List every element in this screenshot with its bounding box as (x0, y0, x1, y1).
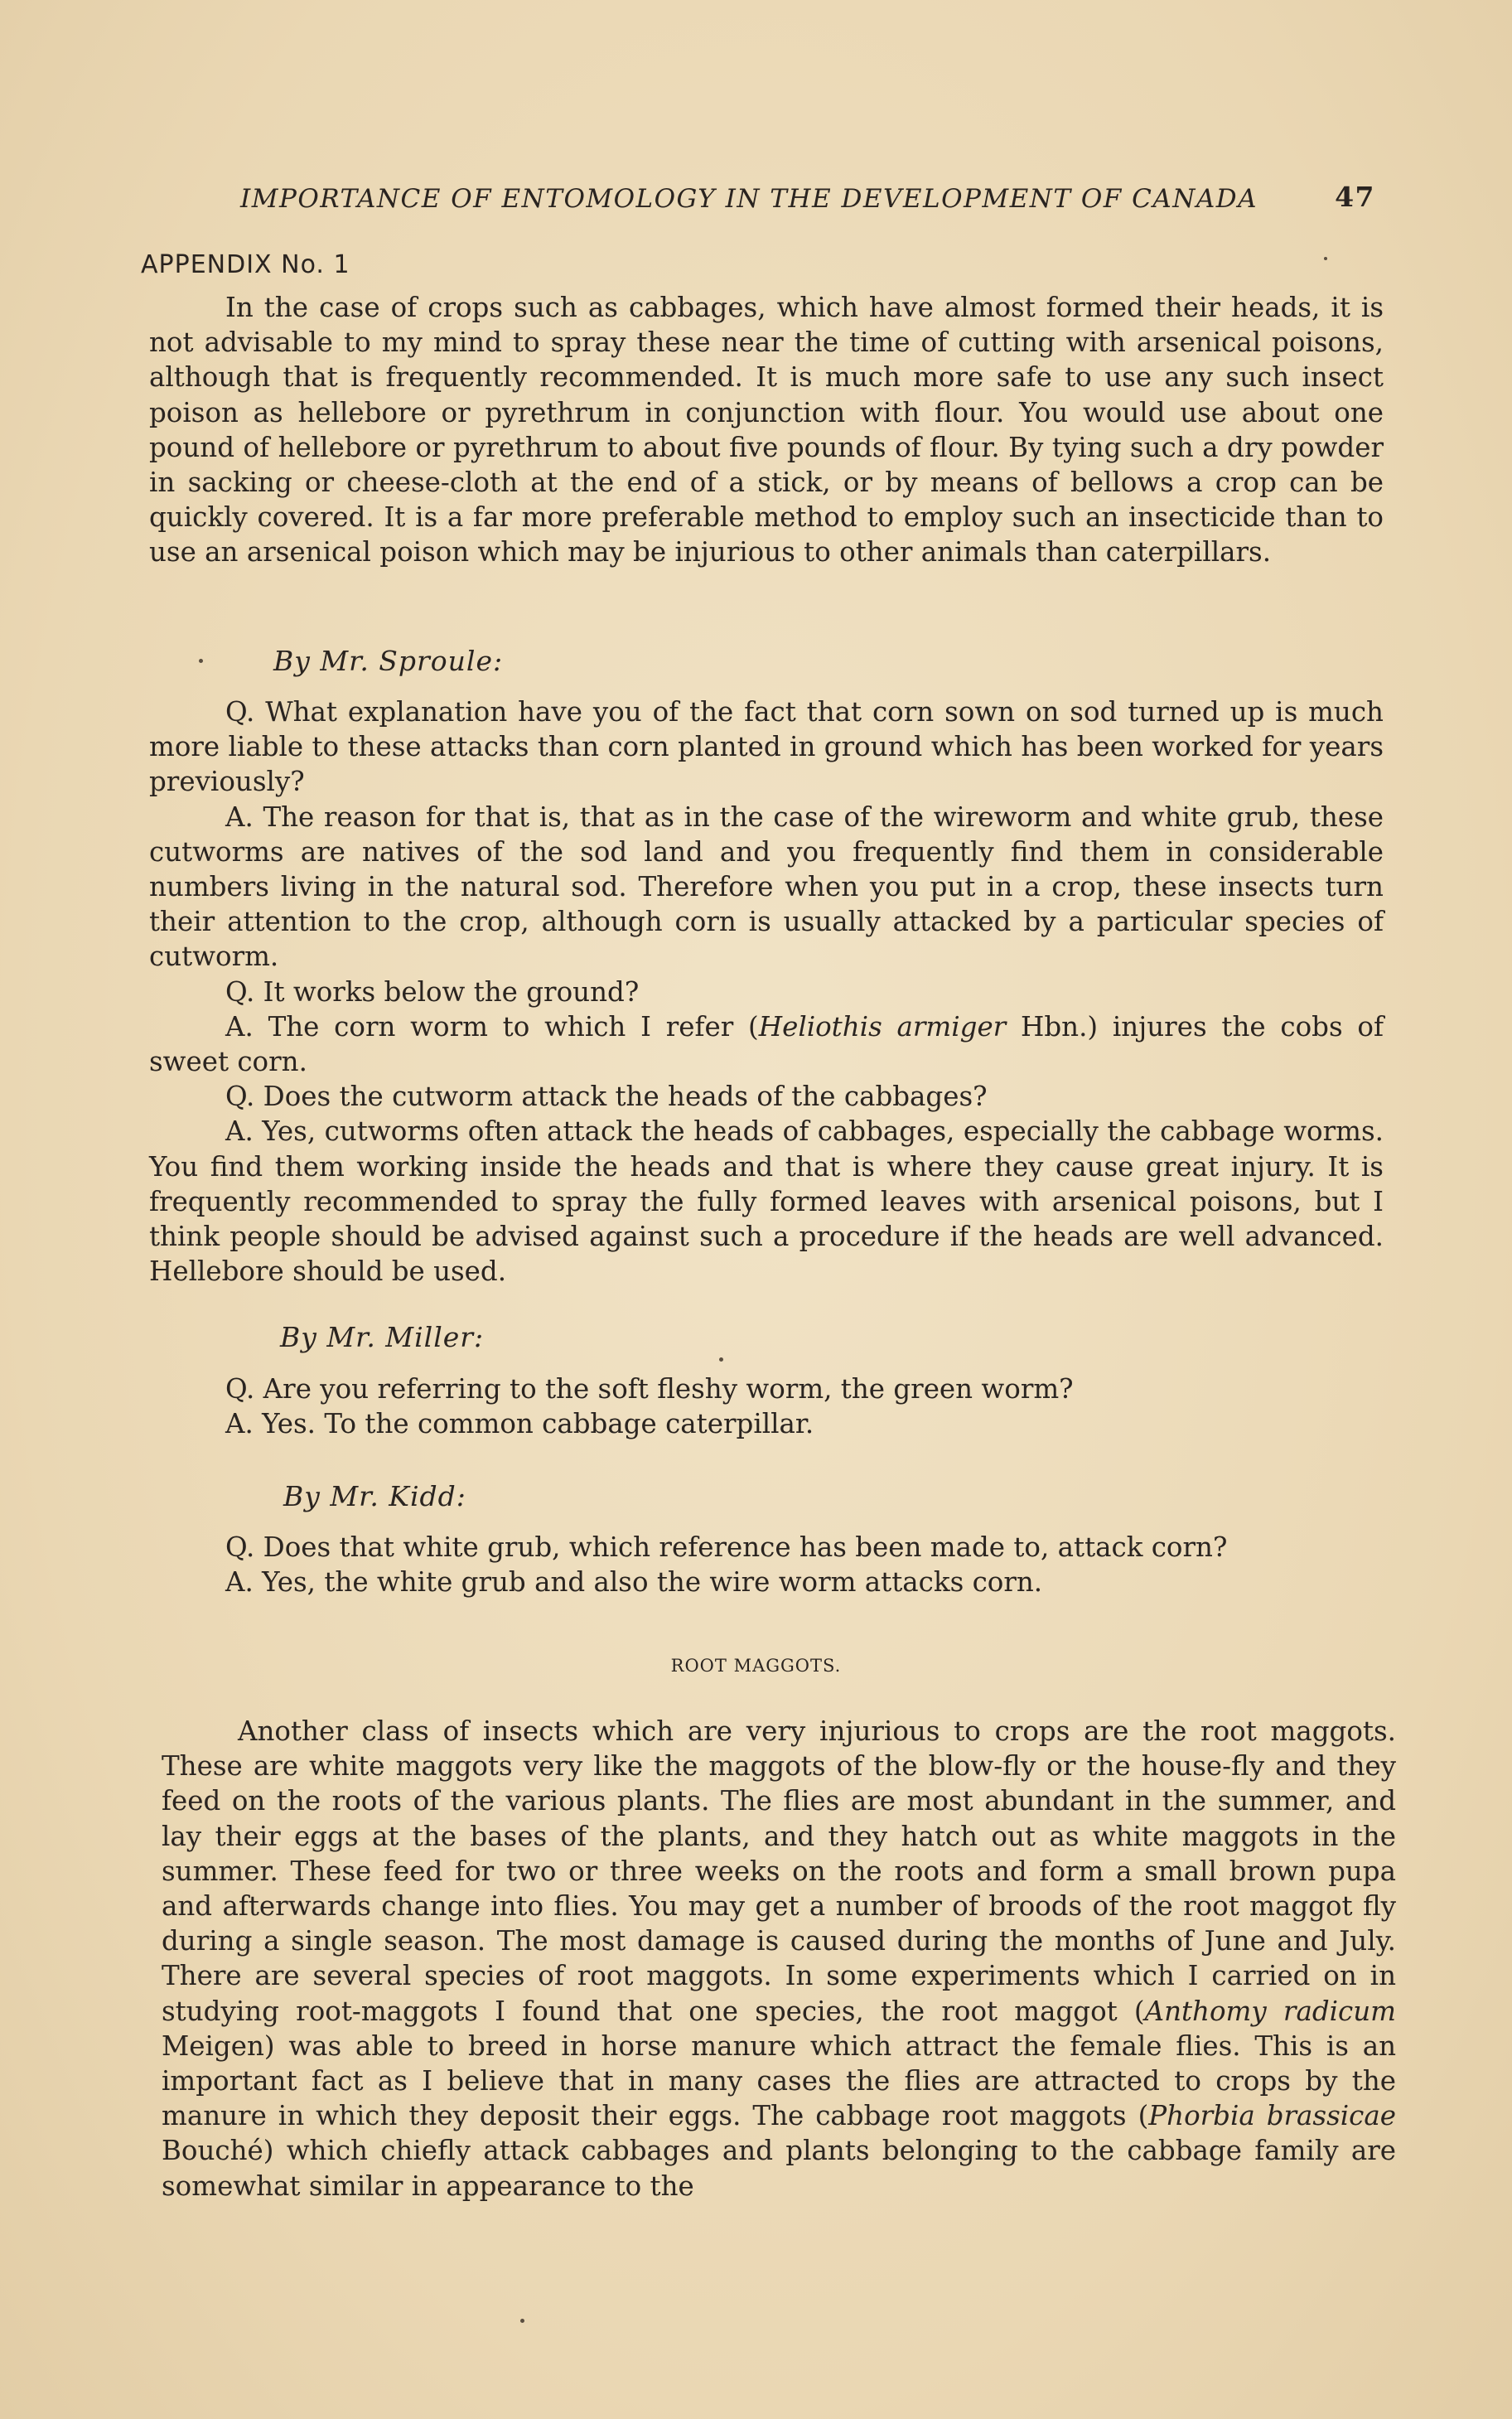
running-title: IMPORTANCE OF ENTOMOLOGY IN THE DEVELOPMENT OF CANADA (240, 184, 1258, 214)
question: Q. Does the cutworm attack the heads of the cabbages? (225, 1081, 988, 1113)
examiner-kidd: By Mr. Kidd: (283, 1480, 466, 1512)
scientific-name: Phorbia brassicae (1148, 2100, 1396, 2132)
question: Q. It works below the ground? (225, 975, 640, 1008)
print-speck (199, 659, 203, 663)
paragraph-text: Another class of insects which are very injurious to crops are the root maggots. These are white maggots very like the maggots of the blow-fly or the house-fly and they feed on the roots of the various plants. The flies are most abundant in the summer, and lay their eggs at the bases of the plants, and they hatch out as white maggots in the summer. These feed for two or three weeks on the roots and form a small brown pupa and afterwards change into flies. You may get a number of broods of the root maggot fly during a single season. The most damage is caused during the months of June and July. There are several species of root maggots. In some experiments which I carried on in studying root-maggots I found that one species, the root maggot ( (162, 1715, 1396, 2027)
sproule-testimony (149, 694, 1384, 1289)
intro-paragraph-block (149, 290, 1384, 570)
examiner-sproule: By Mr. Sproule: (273, 645, 504, 677)
section-heading-root-maggots: ROOT MAGGOTS. (670, 1656, 842, 1676)
print-speck (520, 2319, 524, 2323)
question: Q. Does that white grub, which reference has been made to, attack corn? (225, 1531, 1228, 1563)
print-speck (719, 1357, 723, 1362)
scientific-name: Heliothis armiger (758, 1010, 1007, 1043)
paragraph-text: Meigen) was able to breed in horse manure which attract the female flies. This is an important fact as I believe that in many cases the flies are attracted to crops by the manure in which they deposit their eggs. The cabbage root maggots ( (162, 2030, 1396, 2132)
examiner-miller: By Mr. Miller: (280, 1321, 485, 1353)
kidd-testimony (149, 1530, 1384, 1599)
answer-text: A. The corn worm to which I refer ( (225, 1010, 759, 1043)
answer (149, 1009, 1384, 1079)
answer-text: Hbn.) injures the cobs of sweet corn. (149, 1010, 1384, 1078)
scientific-name: Anthomy radicum (1144, 1995, 1396, 2027)
print-speck (1324, 257, 1327, 260)
miller-testimony (149, 1372, 1384, 1441)
intro-paragraph: In the case of crops such as cabbages, which have almost formed their heads, it is not advisable to my mind to spray these near the time of cutting with arsenical poisons, although that is frequently recommended. It is much more safe to use any such insect poison as hellebore or pyrethrum in conjunction with flour. You would use about one pound of hellebore or pyrethrum to about five pounds of flour. By tying such a dry powder in sacking or cheese-cloth at the end of a stick, or by means of bellows a crop can be quickly covered. It is a far more preferable method to employ such an insecticide than to use an arsenical poison which may be injurious to other animals than caterpillars. (149, 292, 1384, 568)
answer: A. The reason for that is, that as in the case of the wireworm and white grub, these cutworms are natives of the sod land and you frequently find them in considerable numbers living in the natural sod. Therefore when you put in a crop, these insects turn their attention to the crop, although corn is usually attacked by a particular species of cutworm. (149, 801, 1384, 973)
answer: A. Yes. To the common cabbage caterpillar. (225, 1408, 814, 1440)
question: Q. What explanation have you of the fact that corn sown on sod turned up is much more liable to these attacks than corn planted in ground which has been worked for years previously? (149, 696, 1384, 798)
paragraph-text: Bouché) which chiefly attack cabbages and plants belonging to the cabbage family are somewhat similar in appearance to the (162, 2135, 1396, 2202)
question: Q. Are you referring to the soft fleshy worm, the green worm? (225, 1373, 1074, 1405)
answer: A. Yes, cutworms often attack the heads of cabbages, especially the cabbage worms. You find them working inside the heads and that is where they cause great injury. It is frequently recommended to spray the fully formed leaves with arsenical poisons, but I think people should be advised against such a procedure if the heads are well advanced. Hellebore should be used. (149, 1115, 1384, 1288)
root-maggots-paragraph (162, 1714, 1396, 2204)
appendix-label: APPENDIX No. 1 (141, 250, 350, 279)
answer: A. Yes, the white grub and also the wire worm attacks corn. (225, 1566, 1043, 1599)
root-maggots-block (162, 1714, 1396, 2204)
page-number: 47 (1335, 181, 1375, 213)
